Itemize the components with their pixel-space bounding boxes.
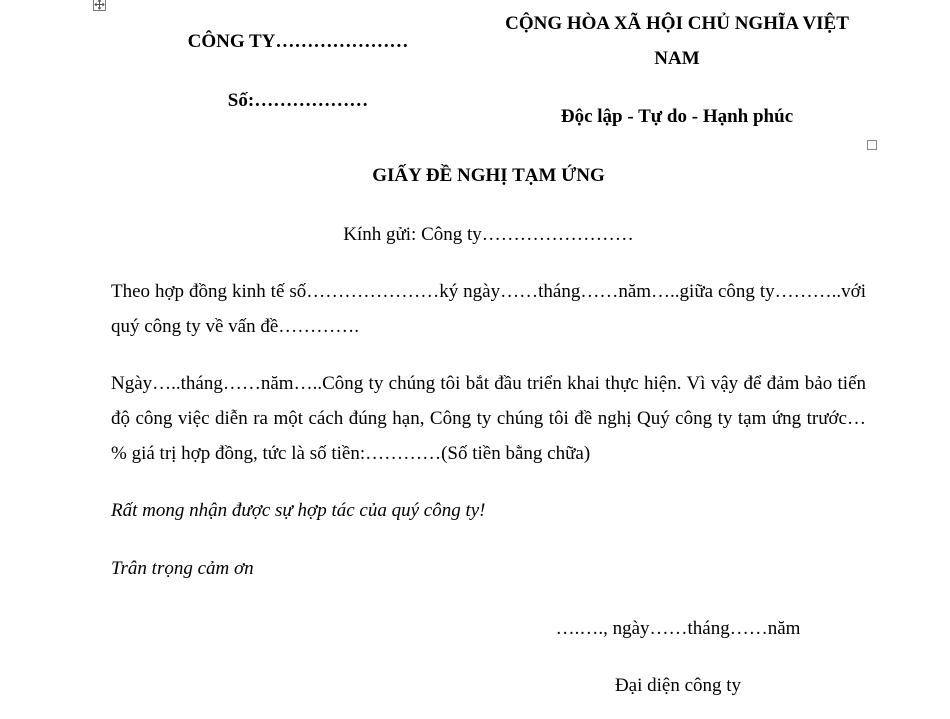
nation-name-line-2: NAM (654, 48, 700, 69)
recipient-line: Kính gửi: Công ty…………………… (343, 224, 634, 245)
signature-label: Đại diện công ty (614, 675, 742, 696)
contract-paragraph: Theo hợp đồng kinh tế số…………………ký ngày……tháng……năm…..giữa công ty………..với quý công ty về vấn đề…………. (111, 281, 866, 337)
date-line: ….…., ngày……tháng……năm (555, 618, 801, 639)
document-number-line: Số:……………… (227, 90, 369, 111)
national-motto: Độc lập - Tự do - Hạnh phúc (560, 106, 794, 127)
table-cell-marker (867, 140, 877, 150)
closing-cooperation-line: Rất mong nhận được sự hợp tác của quý công ty! (111, 500, 486, 521)
advance-request-paragraph: Ngày…..tháng……năm…..Công ty chúng tôi bắt đầu triển khai thực hiện. Vì vậy để đảm bảo tiến độ công việc diễn ra một cách đúng hạn, Công ty chúng tôi đề nghị Quý công ty tạm ứng trước…% giá trị hợp đồng, tức là số tiền:…………(Số tiền bằng chữa) (111, 373, 866, 464)
company-name-line: CÔNG TY………………… (187, 31, 409, 52)
closing-thanks-line: Trân trọng cảm ơn (111, 558, 254, 579)
table-move-handle-icon[interactable] (93, 0, 106, 11)
nation-name-line-1: CỘNG HÒA XÃ HỘI CHỦ NGHĨA VIỆT (505, 13, 849, 34)
document-title: GIẤY ĐỀ NGHỊ TẠM ỨNG (372, 165, 605, 186)
